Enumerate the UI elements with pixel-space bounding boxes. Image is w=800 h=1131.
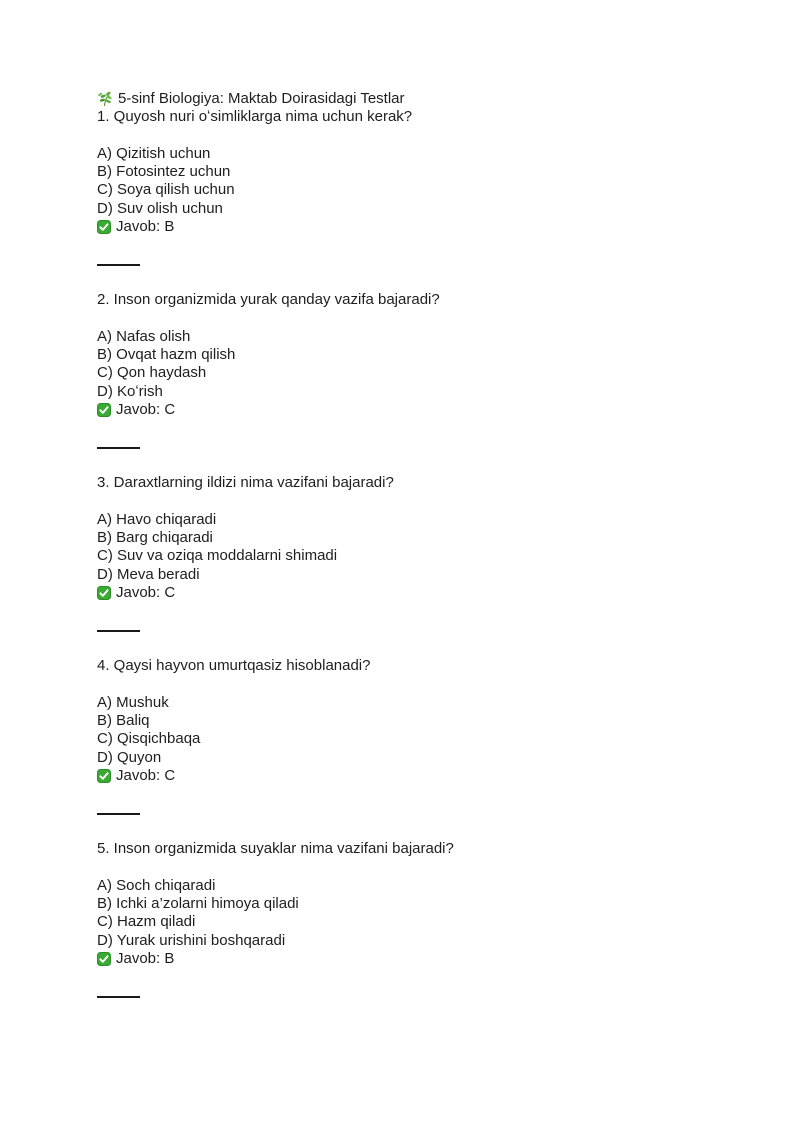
option-b: B) Barg chiqaradi xyxy=(97,529,213,547)
herb-icon xyxy=(97,91,113,107)
spacer xyxy=(97,273,760,291)
spacer xyxy=(97,676,760,694)
spacer xyxy=(97,858,760,876)
green-check-mark-icon xyxy=(97,586,111,600)
option-a: A) Mushuk xyxy=(97,693,169,711)
option-b: B) Ichki a’zolarni himoya qiladi xyxy=(97,895,299,913)
answer-text: Javob: C xyxy=(116,401,176,419)
question-text: 5. Inson organizmida suyaklar nima vazifani bajaradi? xyxy=(97,840,454,858)
option-c: C) Qisqichbaqa xyxy=(97,730,201,748)
answer-text: Javob: C xyxy=(116,584,176,602)
option-a: A) Havo chiqaradi xyxy=(97,510,217,528)
question-text: 2. Inson organizmida yurak qanday vazifa bajaradi? xyxy=(97,291,440,309)
section-divider xyxy=(97,987,760,1005)
answer-line xyxy=(97,218,760,236)
section-divider xyxy=(97,438,760,456)
section-divider xyxy=(97,804,760,822)
spacer xyxy=(97,127,760,145)
option-b: B) Ovqat hazm qilish xyxy=(97,346,236,364)
green-check-mark-icon xyxy=(97,220,111,234)
answer-line xyxy=(97,950,760,968)
section-divider xyxy=(97,621,760,639)
option-b: B) Fotosintez uchun xyxy=(97,163,231,181)
spacer xyxy=(97,785,760,803)
option-d: D) Quyon xyxy=(97,748,162,766)
question-text: 3. Daraxtlarning ildizi nima vazifani bajaradi? xyxy=(97,474,394,492)
green-check-mark-icon xyxy=(97,769,111,783)
page-title xyxy=(97,90,760,108)
option-d: D) Suv olish uchun xyxy=(97,199,223,217)
option-c: C) Suv va oziqa moddalarni shimadi xyxy=(97,547,338,565)
spacer xyxy=(97,419,760,437)
option-c: C) Qon haydash xyxy=(97,364,207,382)
question-text: 4. Qaysi hayvon umurtqasiz hisoblanadi? xyxy=(97,657,371,675)
spacer xyxy=(97,822,760,840)
option-d: D) Koʻrish xyxy=(97,382,163,400)
spacer xyxy=(97,493,760,511)
answer-line xyxy=(97,584,760,602)
spacer xyxy=(97,639,760,657)
spacer xyxy=(97,236,760,254)
section-divider xyxy=(97,255,760,273)
option-c: C) Hazm qiladi xyxy=(97,913,196,931)
green-check-mark-icon xyxy=(97,403,111,417)
answer-text: Javob: C xyxy=(116,766,176,784)
option-b: B) Baliq xyxy=(97,712,150,730)
answer-line xyxy=(97,767,760,785)
green-check-mark-icon xyxy=(97,952,111,966)
option-a: A) Soch chiqaradi xyxy=(97,876,216,894)
spacer xyxy=(97,602,760,620)
option-d: D) Meva beradi xyxy=(97,565,200,583)
option-c: C) Soya qilish uchun xyxy=(97,181,235,199)
spacer xyxy=(97,310,760,328)
option-d: D) Yurak urishini boshqaradi xyxy=(97,931,286,949)
quiz-document xyxy=(97,90,760,1005)
page-title-text: 5-sinf Biologiya: Maktab Doirasidagi Testlar xyxy=(118,90,405,107)
answer-text: Javob: B xyxy=(116,218,175,236)
option-a: A) Nafas olish xyxy=(97,327,191,345)
question-text: 1. Quyosh nuri oʻsimliklarga nima uchun kerak? xyxy=(97,108,413,126)
option-a: A) Qizitish uchun xyxy=(97,144,211,162)
spacer xyxy=(97,456,760,474)
spacer xyxy=(97,968,760,986)
answer-text: Javob: B xyxy=(116,949,175,967)
answer-line xyxy=(97,401,760,419)
